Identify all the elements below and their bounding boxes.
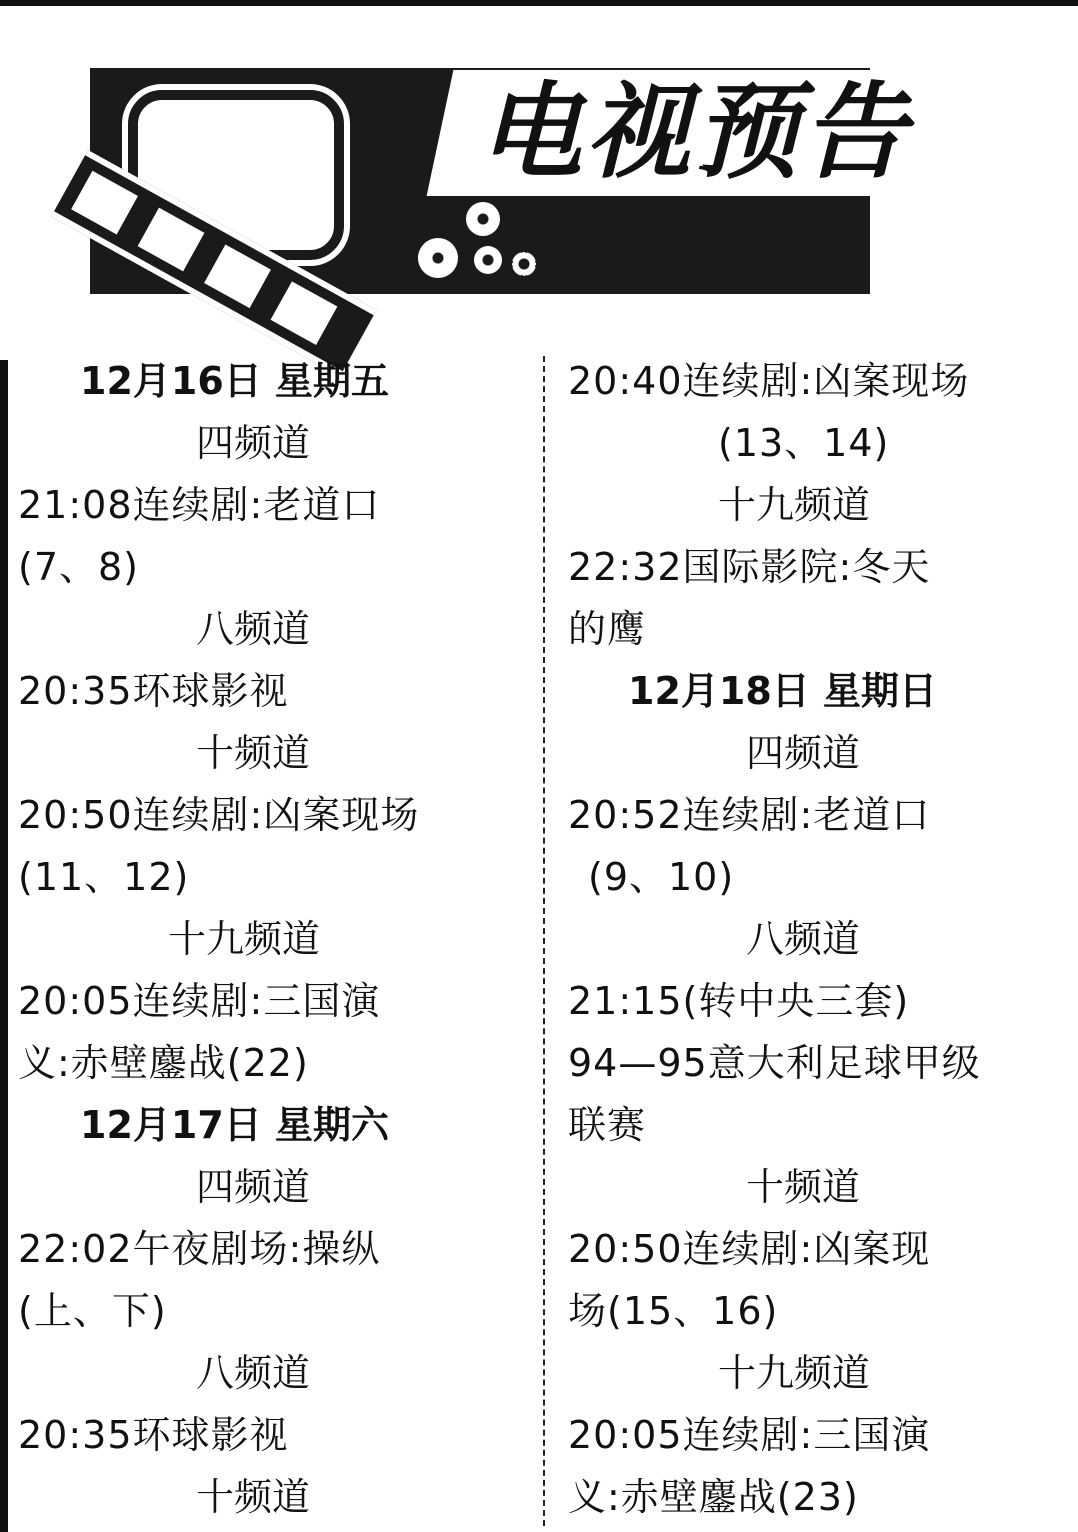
program-line: (11、12) <box>18 855 190 899</box>
channel-heading: 四频道 <box>196 1165 311 1209</box>
schedule-date-heading: 12月16日 星期五 <box>80 359 389 403</box>
program-line: (上、下) <box>18 1289 167 1333</box>
program-line: 义:赤壁鏖战(23) <box>568 1475 859 1519</box>
channel-heading: 四频道 <box>196 421 311 465</box>
right-column <box>568 350 1068 1528</box>
program-line: 场(15、16) <box>568 1289 779 1333</box>
channel-heading: 十频道 <box>746 1165 861 1209</box>
page-top-border <box>0 0 1078 6</box>
channel-heading: 八频道 <box>746 917 861 961</box>
program-line: 21:08连续剧:老道口 <box>18 483 381 527</box>
channel-heading: 四频道 <box>746 731 861 775</box>
page-left-border <box>0 360 8 1532</box>
program-line: 22:32国际影院:冬天 <box>568 545 931 589</box>
program-line: 20:35环球影视 <box>18 1413 289 1457</box>
program-line: 20:35环球影视 <box>18 669 289 713</box>
left-column <box>18 350 538 1528</box>
column-divider <box>543 356 545 1526</box>
program-line: 20:50连续剧:凶案现场 <box>18 793 420 837</box>
schedule-date-heading: 12月18日 星期日 <box>628 669 937 713</box>
channel-heading: 十九频道 <box>168 917 321 961</box>
program-line: 20:05连续剧:三国演 <box>568 1413 931 1457</box>
program-line: 义:赤壁鏖战(22) <box>18 1041 309 1085</box>
flower-icon <box>466 202 500 236</box>
film-frame <box>138 208 205 272</box>
program-line: 20:05连续剧:三国演 <box>18 979 381 1023</box>
channel-heading: 十频道 <box>196 731 311 775</box>
channel-heading: 八频道 <box>196 1351 311 1395</box>
flower-icon <box>418 238 458 278</box>
program-line: 94—95意大利足球甲级 <box>568 1041 981 1085</box>
channel-heading: 十九频道 <box>718 1351 871 1395</box>
film-frame <box>204 244 271 308</box>
flower-icon <box>512 252 536 276</box>
channel-heading: 十频道 <box>196 1475 311 1519</box>
program-line: 20:40连续剧:凶案现场 <box>568 359 970 403</box>
page-title: 电视预告 <box>478 71 911 193</box>
program-line: (9、10) <box>588 855 735 899</box>
program-line: 21:15(转中央三套) <box>568 979 910 1023</box>
film-frame <box>71 171 138 235</box>
channel-heading: 八频道 <box>196 607 311 651</box>
schedule-date-heading: 12月17日 星期六 <box>80 1103 389 1147</box>
film-frame <box>271 281 338 345</box>
program-line: 的鹰 <box>568 607 647 651</box>
program-line: (7、8) <box>18 545 140 589</box>
flower-icon <box>474 246 502 274</box>
program-line: 联赛 <box>568 1103 647 1147</box>
program-line: 20:52连续剧:老道口 <box>568 793 931 837</box>
program-line: 22:02午夜剧场:操纵 <box>18 1227 381 1271</box>
channel-heading: 十九频道 <box>718 483 871 527</box>
program-line: 20:50连续剧:凶案现 <box>568 1227 931 1271</box>
program-line: (13、14) <box>718 421 890 465</box>
